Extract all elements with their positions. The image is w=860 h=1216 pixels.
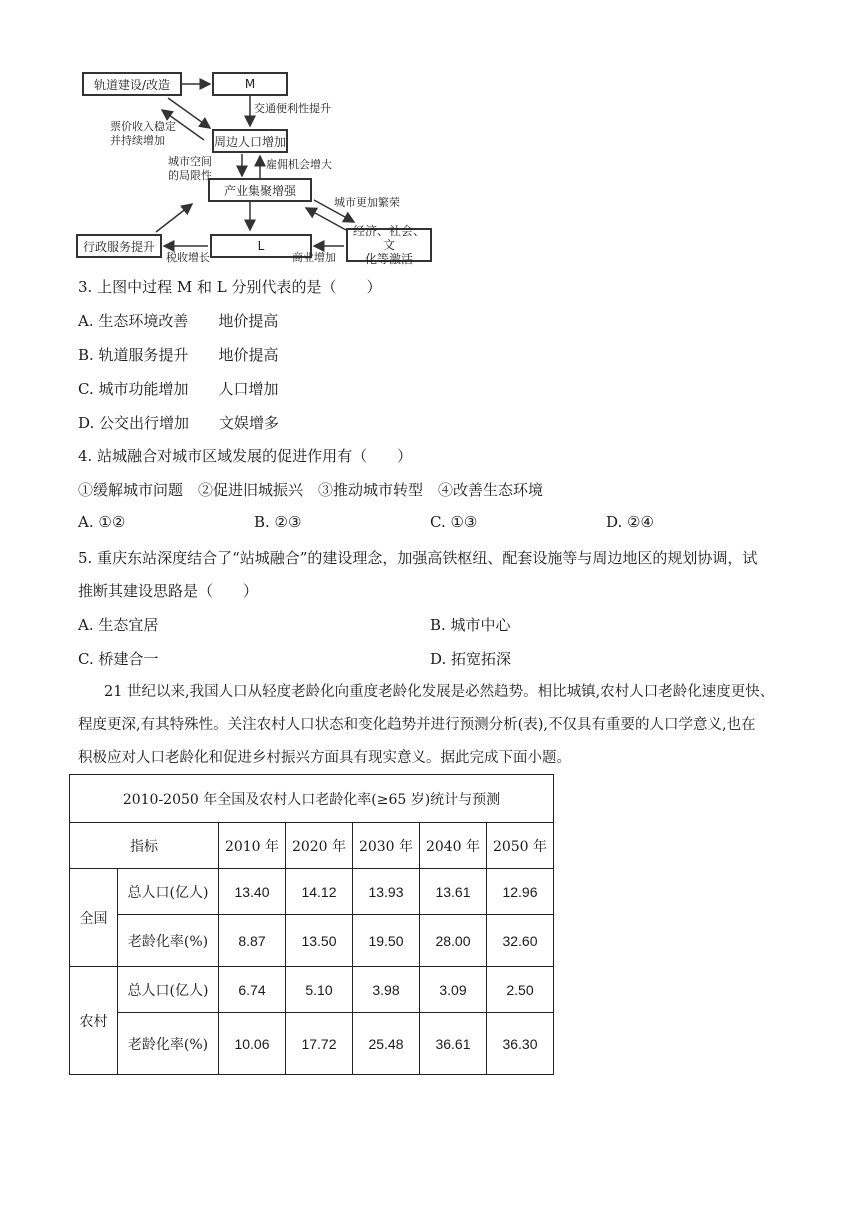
question-5-option-b[interactable]: B. 城市中心 bbox=[430, 616, 511, 634]
question-4-option-c[interactable]: C. ①③ bbox=[430, 513, 478, 531]
table-cell: 19.50 bbox=[353, 915, 420, 967]
table-row-label: 老龄化率(%) bbox=[118, 1013, 219, 1075]
box-admin-label: 行政服务提升 bbox=[82, 239, 155, 254]
box-population-increase bbox=[212, 129, 288, 153]
box-rail-construction bbox=[82, 72, 182, 96]
box-econ-line2: 化等激活 bbox=[364, 252, 413, 266]
table-header-2020: 2020 年 bbox=[286, 823, 353, 869]
question-5-option-c[interactable]: C. 桥建合一 bbox=[78, 650, 159, 668]
label-transport-convenience: 交通便利性提升 bbox=[254, 102, 331, 115]
table-group-rural: 农村 bbox=[70, 967, 118, 1075]
question-3-stem: 3. 上图中过程 M 和 L 分别代表的是（ ） bbox=[78, 278, 382, 296]
label-city-prosperity: 城市更加繁荣 bbox=[334, 196, 400, 209]
table-cell: 13.93 bbox=[353, 869, 420, 915]
question-3-option-c[interactable]: C. 城市功能增加 人口增加 bbox=[78, 380, 279, 398]
label-ticket-revenue: 票价收入稳定 并持续增加 bbox=[110, 120, 176, 147]
table-row-label: 总人口(亿人) bbox=[118, 869, 219, 915]
label-tax-growth: 税收增长 bbox=[166, 251, 210, 264]
box-l-label: L bbox=[257, 239, 265, 253]
table-cell: 8.87 bbox=[219, 915, 286, 967]
question-3-option-a[interactable]: A. 生态环境改善 地价提高 bbox=[78, 312, 279, 330]
table-row-label: 总人口(亿人) bbox=[118, 967, 219, 1013]
box-rail-label: 轨道建设/改造 bbox=[93, 77, 171, 92]
question-4-statement: ①缓解城市问题 ②促进旧城振兴 ③推动城市转型 ④改善生态环境 bbox=[78, 481, 544, 499]
table-cell: 14.12 bbox=[286, 869, 353, 915]
question-3-option-b[interactable]: B. 轨道服务提升 地价提高 bbox=[78, 346, 279, 364]
table-header-2040: 2040 年 bbox=[420, 823, 487, 869]
box-m-label: M bbox=[244, 77, 256, 91]
box-admin-service bbox=[76, 234, 162, 258]
table-cell: 12.96 bbox=[487, 869, 554, 915]
table-cell: 3.09 bbox=[420, 967, 487, 1013]
table-cell: 28.00 bbox=[420, 915, 487, 967]
table-cell: 36.61 bbox=[420, 1013, 487, 1075]
box-industry-label: 产业集聚增强 bbox=[223, 183, 296, 198]
flow-diagram bbox=[70, 62, 450, 268]
table-header-2030: 2030 年 bbox=[353, 823, 420, 869]
question-4-stem: 4. 站城融合对城市区域发展的促进作用有（ ） bbox=[78, 447, 413, 465]
table-row-label: 老龄化率(%) bbox=[118, 915, 219, 967]
box-economy-activation bbox=[346, 224, 432, 266]
question-3-option-d[interactable]: D. 公交出行增加 文娱增多 bbox=[78, 414, 280, 432]
table-cell: 32.60 bbox=[487, 915, 554, 967]
question-4-option-a[interactable]: A. ①② bbox=[78, 513, 126, 531]
table-cell: 10.06 bbox=[219, 1013, 286, 1075]
table-cell: 5.10 bbox=[286, 967, 353, 1013]
passage-line-3: 积极应对人口老龄化和促进乡村振兴方面具有现实意义。据此完成下面小题。 bbox=[78, 750, 571, 766]
passage-line-2: 程度更深,有其特殊性。关注农村人口状态和变化趋势并进行预测分析(表),不仅具有重要的人口学意义,也在 bbox=[78, 717, 756, 733]
table-cell: 2.50 bbox=[487, 967, 554, 1013]
question-4-option-d[interactable]: D. ②④ bbox=[606, 513, 654, 531]
box-econ-line1: 经济、社会、文 bbox=[352, 224, 425, 252]
label-urban-space-limit: 城市空间 的局限性 bbox=[168, 155, 212, 182]
box-process-m bbox=[212, 72, 288, 96]
question-4-option-b[interactable]: B. ②③ bbox=[254, 513, 302, 531]
question-5-option-d[interactable]: D. 拓宽拓深 bbox=[430, 650, 512, 668]
table-cell: 17.72 bbox=[286, 1013, 353, 1075]
table-group-national: 全国 bbox=[70, 869, 118, 967]
table-title: 2010-2050 年全国及农村人口老龄化率(≥65 岁)统计与预测 bbox=[70, 775, 554, 823]
label-commerce-increase: 商业增加 bbox=[292, 251, 336, 264]
box-industry-agglomeration bbox=[208, 178, 312, 202]
question-5-stem-line1: 5. 重庆东站深度结合了“站城融合”的建设理念，加强高铁枢纽、配套设施等与周边地区的规划协调，试 bbox=[78, 549, 758, 567]
table-cell: 25.48 bbox=[353, 1013, 420, 1075]
box-population-label: 周边人口增加 bbox=[214, 134, 287, 149]
label-employment-opportunity: 雇佣机会增大 bbox=[266, 158, 332, 171]
table-header-indicator: 指标 bbox=[70, 823, 219, 869]
table-cell: 6.74 bbox=[219, 967, 286, 1013]
table-header-2010: 2010 年 bbox=[219, 823, 286, 869]
passage-line-1: 21 世纪以来,我国人口从轻度老龄化向重度老龄化发展是必然趋势。相比城镇,农村人口老龄化速度更快、 bbox=[104, 684, 775, 700]
table-cell: 13.50 bbox=[286, 915, 353, 967]
table-header-2050: 2050 年 bbox=[487, 823, 554, 869]
table-cell: 36.30 bbox=[487, 1013, 554, 1075]
table-cell: 13.61 bbox=[420, 869, 487, 915]
table-cell: 3.98 bbox=[353, 967, 420, 1013]
table-cell: 13.40 bbox=[219, 869, 286, 915]
question-5-option-a[interactable]: A. 生态宜居 bbox=[78, 616, 159, 634]
question-5-stem-line2: 推断其建设思路是（ ） bbox=[78, 582, 259, 600]
aging-rate-table bbox=[69, 774, 554, 1075]
